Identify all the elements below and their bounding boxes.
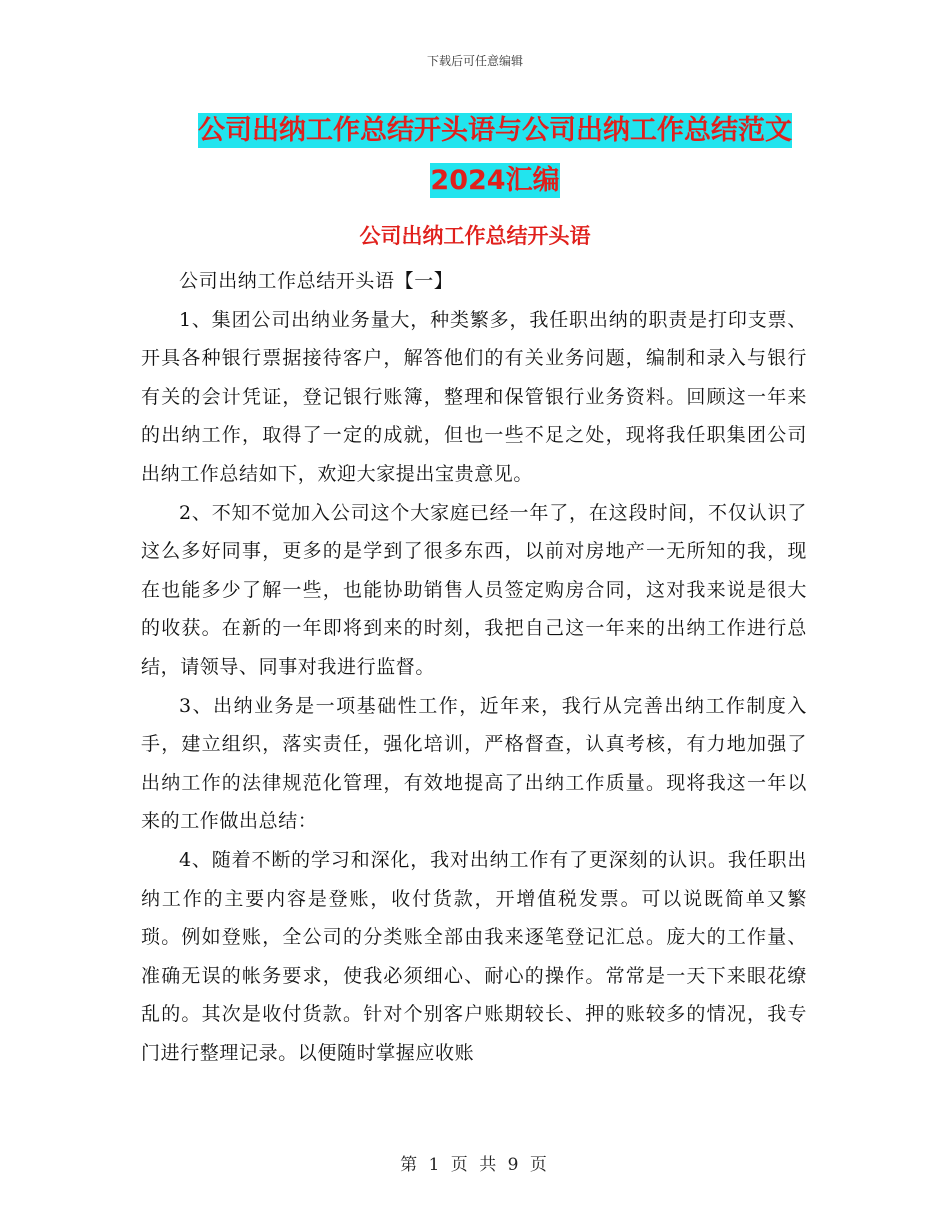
section-heading: 公司出纳工作总结开头语 xyxy=(359,224,591,248)
header-note: 下载后可任意编辑 xyxy=(426,54,523,68)
title-line-1: 公司出纳工作总结开头语与公司出纳工作总结范文 xyxy=(198,115,792,146)
subheading: 公司出纳工作总结开头语【一】 xyxy=(179,270,454,292)
page-footer: 第 1 页 共 9 页 xyxy=(400,1155,550,1175)
paragraph-2: 2、不知不觉加入公司这个大家庭已经一年了，在这段时间，不仅认识了这么多好同事，更多的是学到了很多东西，以前对房地产一无所知的我，现在也能多少了解一些，也能协助销售人员签定购房合同，这对我来说是很大的收获。在新的一年即将到来的时刻，我把自己这一年来的出纳工作进行总结，请领导、同事对我进行监督。 xyxy=(141,501,807,678)
paragraph-1: 1、集团公司出纳业务量大，种类繁多，我任职出纳的职责是打印支票、开具各种银行票据接待客户，解答他们的有关业务问题，编制和录入与银行有关的会计凭证，登记银行账簿，整理和保管银行业务资料。回顾这一年来的出纳工作，取得了一定的成就，但也一些不足之处，现将我任职集团公司出纳工作总结如下，欢迎大家提出宝贵意见。 xyxy=(141,308,807,485)
title-line-2: 2024汇编 xyxy=(430,165,560,196)
paragraph-4: 4、随着不断的学习和深化，我对出纳工作有了更深刻的认识。我任职出纳工作的主要内容是登账，收付货款，开增值税发票。可以说既简单又繁琐。例如登账，全公司的分类账全部由我来逐笔登记汇总。庞大的工作量、准确无误的帐务要求，使我必须细心、耐心的操作。常常是一天下来眼花缭乱的。其次是收付货款。针对个别客户账期较长、押的账较多的情况，我专门进行整理记录。以便随时掌握应收账 xyxy=(141,848,807,1064)
body-text xyxy=(141,262,807,1072)
document-title xyxy=(140,106,850,206)
paragraph-3: 3、出纳业务是一项基础性工作，近年来，我行从完善出纳工作制度入手，建立组织，落实责任，强化培训，严格督查，认真考核，有力地加强了出纳工作的法律规范化管理，有效地提高了出纳工作质量。现将我这一年以来的工作做出总结： xyxy=(141,694,807,833)
